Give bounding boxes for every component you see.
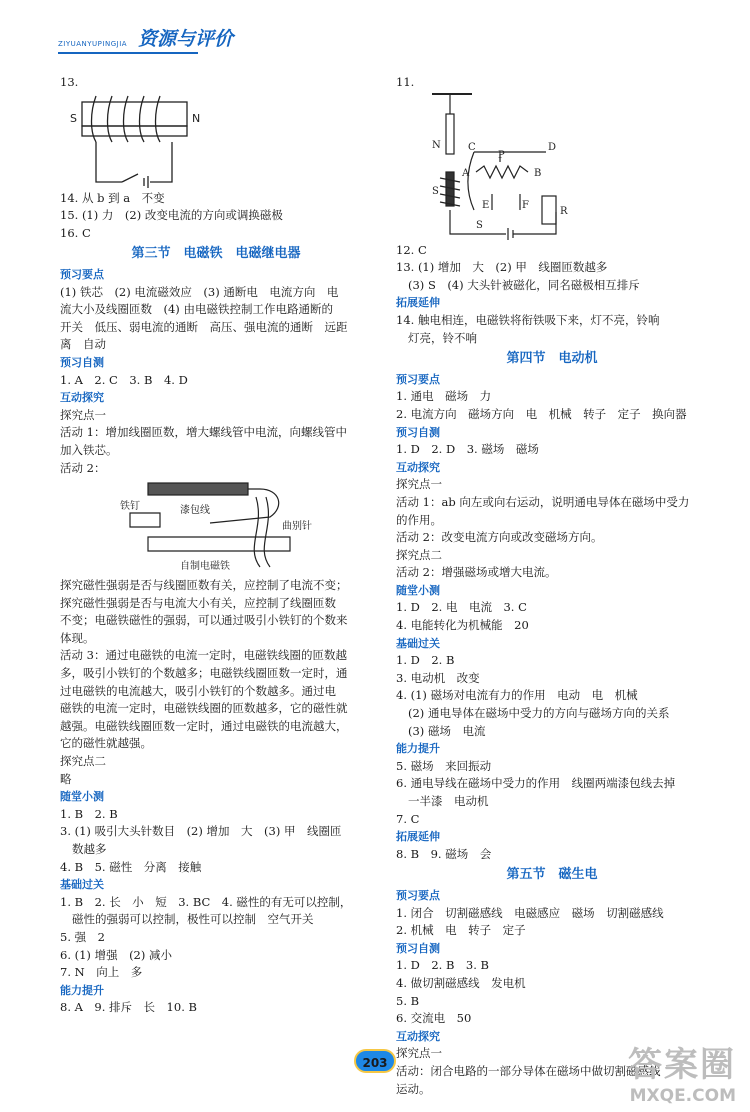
magnet-bar xyxy=(446,114,454,154)
label-n: N xyxy=(432,139,441,151)
label-s: S xyxy=(432,185,439,197)
section-label: 互动探究 xyxy=(60,391,104,405)
text-line: 4. 电能转化为机械能 20 xyxy=(396,618,529,633)
watermark xyxy=(628,1037,736,1106)
watermark-text: 答案圈 xyxy=(628,1045,736,1085)
pole-n: N xyxy=(192,111,201,125)
text-line: 活动 3：通过电磁铁的电流一定时，电磁铁线圈的匝数越 xyxy=(60,648,347,663)
iron-core-bottom xyxy=(82,126,187,136)
text-line: 6. (1) 增强 (2) 减小 xyxy=(60,947,173,962)
text-line: 1. B 2. 长 小 短 3. BC 4. 磁性的有无可以控制， xyxy=(60,894,352,909)
text-line: 5. B xyxy=(396,993,420,1008)
wire-left xyxy=(468,152,474,210)
text-line: 活动 2： xyxy=(60,460,106,475)
text-line: 探究磁性强弱是否与电流大小有关，应控制了线圈匝数 xyxy=(60,595,336,610)
resistor-r xyxy=(542,196,556,224)
text-line: 1. D 2. B xyxy=(396,653,455,668)
label-nail: 铁钉 xyxy=(120,501,140,513)
page-number: 203 xyxy=(354,1049,396,1073)
text-line: 流大小及线圈匝数 (4) 由电磁铁控制工作电路通断的 xyxy=(60,302,333,317)
section-label: 基础过关 xyxy=(396,636,440,650)
label-s2: S xyxy=(476,219,483,231)
text-line: 14. 触电相连，电磁铁将衔铁吸下来，灯不亮，铃响 xyxy=(396,312,660,327)
text-line: (1) 铁芯 (2) 电流磁效应 (3) 通断电 电流方向 电 xyxy=(60,284,339,299)
label-f: F xyxy=(522,199,529,211)
section-label: 互动探究 xyxy=(396,1029,440,1043)
text-line: 活动 2：改变电流方向或改变磁场方向。 xyxy=(396,530,603,545)
section-label: 基础过关 xyxy=(60,878,104,892)
section-label: 预习要点 xyxy=(60,267,104,281)
label-wire: 漆包线 xyxy=(180,505,210,517)
label-a: A xyxy=(462,167,470,179)
section-label: 随堂小测 xyxy=(60,790,104,804)
text-line: 5. 强 2 xyxy=(60,929,105,944)
text-line: 探究点一 xyxy=(60,407,106,422)
text-line: 活动 1：增加线圈匝数，增大螺线管中电流，向螺线管中 xyxy=(60,425,347,440)
text-line: 活动 2：增强磁场或增大电流。 xyxy=(396,565,557,580)
text-line: 磁性的强弱可以控制，极性可以控制 空气开关 xyxy=(72,912,314,927)
text-line: 5. 磁场 来回振动 xyxy=(396,758,492,773)
text-line: 1. 通电 磁场 力 xyxy=(396,389,492,404)
text-line: 12. C xyxy=(396,242,427,257)
header-rule xyxy=(58,52,198,54)
battery xyxy=(144,176,148,188)
text-line: 1. D 2. D 3. 磁场 磁场 xyxy=(396,442,539,457)
text-line: 多，吸引小铁钉的个数越多；电磁铁线圈匝数一定时，通 xyxy=(60,666,348,681)
section-label: 拓展延伸 xyxy=(396,296,440,310)
text-line: 4. B 5. 磁性 分离 接触 xyxy=(60,859,202,874)
text-line: 8. A 9. 排斥 长 10. B xyxy=(60,1000,197,1015)
text-line: (3) 磁场 电流 xyxy=(408,723,486,738)
section-label: 拓展延伸 xyxy=(396,830,440,844)
text-line: 它的磁性就越强。 xyxy=(60,736,152,751)
text-line: 不变；电磁铁磁性的强弱，可以通过吸引小铁钉的个数来 xyxy=(60,613,348,628)
right-column xyxy=(396,74,708,1098)
text-line: 6. 交流电 50 xyxy=(396,1011,472,1026)
base-plate xyxy=(148,537,290,551)
label-b: B xyxy=(534,167,542,179)
section-title: 第五节 磁生电 xyxy=(506,867,598,883)
text-line: 探究点一 xyxy=(396,477,442,492)
text-line: 6. 通电导线在磁场中受力的作用 线圈两端漆包线去掉 xyxy=(396,776,676,791)
label-r: R xyxy=(560,205,568,217)
section-label: 能力提升 xyxy=(60,983,104,997)
text-line: 加入铁芯。 xyxy=(60,442,118,457)
text-line: 13. (1) 增加 大 (2) 甲 线圈匝数越多 xyxy=(396,260,608,275)
nail-box xyxy=(130,513,160,527)
section-label: 能力提升 xyxy=(396,742,440,756)
section-label: 预习自测 xyxy=(396,425,440,439)
section-label: 随堂小测 xyxy=(396,583,440,597)
paper-clip-icon xyxy=(254,497,270,567)
text-line: 探究点二 xyxy=(60,754,106,769)
text-line: 3. (1) 吸引大头针数目 (2) 增加 大 (3) 甲 线圈匝 xyxy=(60,824,342,839)
solenoid-figure xyxy=(60,92,210,190)
header-title: 资源与评价 xyxy=(138,28,234,50)
label-clip: 曲别针 xyxy=(282,521,312,533)
text-line: 的作用。 xyxy=(396,512,442,527)
text-line: 探究磁性强弱是否与线圈匝数有关，应控制了电流不变； xyxy=(60,578,348,593)
battery xyxy=(508,228,513,240)
q11-label: 11. xyxy=(396,75,415,89)
text-line: 一半漆 电动机 xyxy=(408,794,489,808)
wire-right xyxy=(513,212,556,234)
terminals-ef xyxy=(492,194,520,210)
text-line: 活动 1：ab 向左或向右运动，说明通电导体在磁场中受力 xyxy=(396,494,690,509)
watermark-url: MXQE.COM xyxy=(629,1086,736,1106)
text-line: (2) 通电导体在磁场中受力的方向与磁场方向的关系 xyxy=(408,706,670,721)
text-line: 过电磁铁的电流越大，吸引小铁钉的个数越多。通过电 xyxy=(60,683,336,698)
coil-turns xyxy=(92,96,161,142)
text-line: 4. (1) 磁场对电流有力的作用 电动 电 机械 xyxy=(396,688,638,703)
text-line: 越强。电磁铁线圈匝数一定时，通过电磁铁的电流越大， xyxy=(60,718,348,733)
rheostat xyxy=(476,166,528,178)
pole-s: S xyxy=(70,111,77,125)
section-title: 第三节 电磁铁 电磁继电器 xyxy=(131,246,301,262)
text-line: 15. (1) 力 (2) 改变电流的方向或调换磁极 xyxy=(60,208,283,223)
section-label: 预习自测 xyxy=(60,355,104,369)
label-c: C xyxy=(468,141,476,153)
label-e: E xyxy=(482,199,490,211)
section-label: 预习要点 xyxy=(396,372,440,386)
section-label: 互动探究 xyxy=(396,460,440,474)
relay-circuit-figure xyxy=(396,92,596,242)
electromagnet-figure xyxy=(60,477,372,577)
section-label: 预习要点 xyxy=(396,888,440,902)
text-line: 2. 机械 电 转子 定子 xyxy=(396,923,526,938)
text-line: 离 自动 xyxy=(60,337,106,352)
section-title: 第四节 电动机 xyxy=(506,351,598,367)
text-line: 灯亮，铃不响 xyxy=(408,330,477,345)
text-line: 2. 电流方向 磁场方向 电 机械 转子 定子 换向器 xyxy=(396,406,687,421)
text-line: 14. 从 b 到 a 不变 xyxy=(60,190,165,205)
section-label: 预习自测 xyxy=(396,941,440,955)
left-column xyxy=(60,74,372,1017)
text-line: 1. A 2. C 3. B 4. D xyxy=(60,372,188,387)
text-line: 7. C xyxy=(396,811,420,826)
text-line: 运动。 xyxy=(396,1081,431,1096)
text-line: 探究点一 xyxy=(396,1046,442,1061)
q13-label: 13. xyxy=(60,75,79,89)
figure-caption: 自制电磁铁 xyxy=(180,561,230,573)
text-line: 1. D 2. 电 电流 3. C xyxy=(396,600,527,615)
text-line: 磁铁的电流一定时，电磁铁线圈的匝数越多，它的磁性就 xyxy=(60,701,348,716)
text-line: (3) S (4) 大头针被磁化，同名磁极相互排斥 xyxy=(408,277,640,292)
iron-core-top xyxy=(82,102,187,126)
text-line: 开关 低压、弱电流的通断 高压、强电流的通断 远距 xyxy=(60,319,348,334)
text-line: 4. 做切割磁感线 发电机 xyxy=(396,975,526,990)
text-line: 1. D 2. B 3. B xyxy=(396,958,490,973)
text-line: 16. C xyxy=(60,225,91,240)
label-p: P xyxy=(498,149,505,161)
text-line: 3. 电动机 改变 xyxy=(396,670,480,685)
text-line: 1. 闭合 切割磁感线 电磁感应 磁场 切割磁感线 xyxy=(396,905,664,920)
text-line: 活动：闭合电路的一部分导体在磁场中做切割磁感线 xyxy=(396,1063,661,1078)
text-line: 体现。 xyxy=(60,630,95,645)
text-line: 8. B 9. 磁场 会 xyxy=(396,846,492,861)
text-line: 7. N 向上 多 xyxy=(60,965,143,980)
switch xyxy=(122,174,138,182)
text-line: 略 xyxy=(60,771,72,786)
header-subtitle: ZIYUANYUPINGJIA xyxy=(58,40,128,48)
text-line: 1. B 2. B xyxy=(60,806,118,821)
coil-body xyxy=(148,483,248,495)
text-line: 数越多 xyxy=(72,842,107,856)
text-line: 探究点二 xyxy=(396,547,442,562)
page-header xyxy=(58,22,258,52)
label-d: D xyxy=(548,141,557,153)
